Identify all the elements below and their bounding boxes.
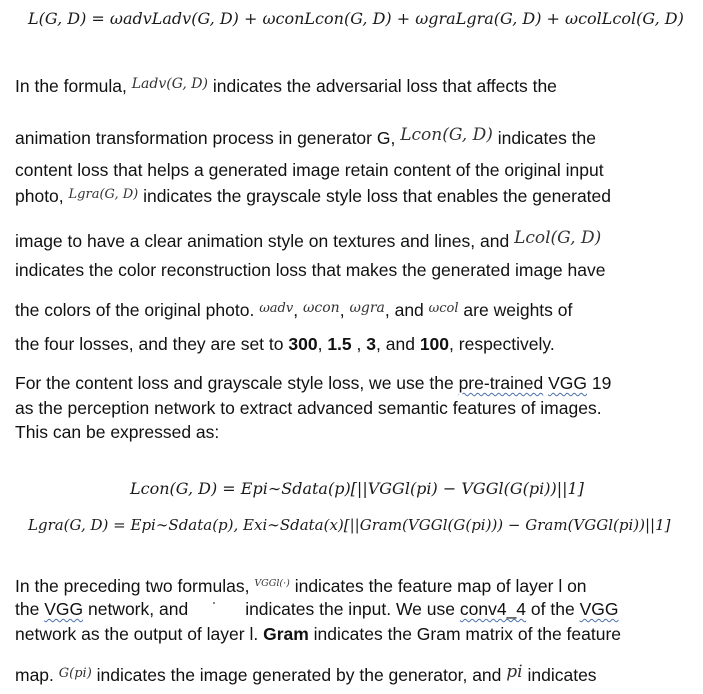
vgg-word-2: VGG [579,599,619,619]
math-g-pi: G(pi) [58,666,92,681]
value-100: 100 [419,334,450,354]
para3-line4: map. G(pi) indicates the image generated by the generator, and pi indicates [15,662,597,685]
math-lcol: Lcol(G, D) [514,228,602,248]
pretrained-word: pre-trained [458,373,544,393]
input-symbol [213,602,215,604]
math-wcol: ωcol [428,301,459,316]
para2-line2: as the perception network to extract advanced semantic features of images. [15,398,602,418]
para3-line2: the VGG network, and indicates the input. We use conv4_4 of the VGG [15,599,619,619]
vgg-word: VGG [44,599,84,619]
para1-line5: image to have a clear animation style on textures and lines, and Lcol(G, D) [15,228,602,251]
para1-line8: the four losses, and they are set to 300, 1.5 , 3, and 100, respectively. [15,334,555,354]
math-lgra: Lgra(G, D) [68,187,139,202]
math-pi: pi [506,662,523,682]
math-wgra: ωgra [349,300,385,316]
para1-line4: photo, Lgra(G, D) indicates the grayscale style loss that enables the generated [15,183,611,208]
para2-line3: This can be expressed as: [15,422,220,442]
math-ladv: Ladv(G, D) [131,76,208,92]
para2-line1: For the content loss and grayscale style loss, we use the pre-trained VGG 19 [15,373,612,393]
math-vgg-layer: VGGl(·) [254,578,290,589]
math-wcon: ωcon [302,300,340,316]
math-lcon: Lcon(G, D) [400,125,493,145]
equation-total-loss: L(G, D) = ωadvLadv(G, D) + ωconLcon(G, D) + ωgraLgra(G, D) + ωcolLcol(G, D) [28,9,684,28]
value-300: 300 [288,334,318,354]
para1-line6: indicates the color reconstruction loss that makes the generated image have [15,260,606,280]
equation-grayscale-loss: Lgra(G, D) = Epi∼Sdata(p), Exi∼Sdata(x)[||Gram(VGGl(G(pi))) − Gram(VGGl(pi))||1] [28,516,671,534]
para1-line7: the colors of the original photo. ωadv, ωcon, ωgra, and ωcol are weights of [15,296,572,322]
gram-word: Gram [263,624,309,644]
para1-line2: animation transformation process in generator G, Lcon(G, D) indicates the [15,125,597,148]
para1-line1: In the formula, Ladv(G, D) indicates the adversarial loss that affects the [15,72,557,98]
conv-layer-word: conv4_4 [459,599,527,619]
value-1-5: 1.5 [327,334,352,354]
value-3: 3 [366,334,377,354]
math-wadv: ωadv [259,301,294,316]
para1-line3: content loss that helps a generated image retain content of the original input [15,160,604,180]
equation-content-loss: Lcon(G, D) = Epi∼Sdata(p)[||VGGl(pi) − VGGl(G(pi))||1] [130,479,584,498]
vgg19-word: VGG [548,373,587,393]
para3-line1: In the preceding two formulas, VGGl(·) indicates the feature map of layer l on [15,572,587,598]
para3-line3: network as the output of layer l. Gram indicates the Gram matrix of the feature [15,624,622,644]
